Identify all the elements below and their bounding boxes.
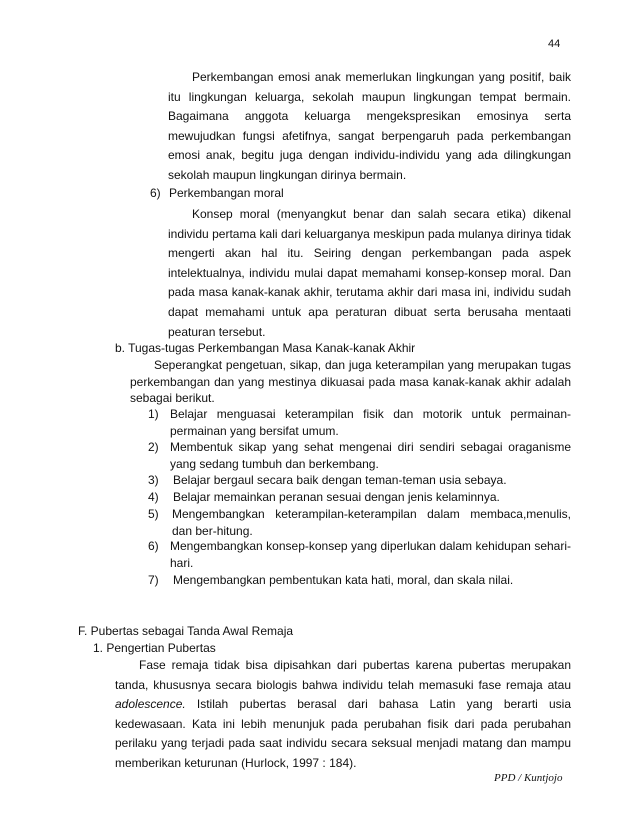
list-item: [148, 489, 571, 506]
emosi-paragraph: Perkembangan emosi anak memerlukan lingkungan yang positif, baik itu lingkungan keluarga, sekolah maupun lingkungan tempat bermain. Bagaimana anggota keluarga mengekspresikan emosinya serta mewujudkan fungsi afetifnya, sangat berpengaruh pada perkembangan emosi anak, begitu juga dengan individu-individu yang ada dilingkungan sekolah maupun lingkungan dirinya bermain.: [168, 70, 571, 182]
pubertas-paragraph: [115, 656, 571, 774]
list-item-text: Mengembangkan keterampilan-keterampilan dalam membaca,menulis, dan ber-hitung.: [172, 507, 571, 538]
section-f-heading: F. Pubertas sebagai Tanda Awal Remaja: [78, 624, 294, 638]
list-item: [148, 472, 571, 489]
moral-paragraph: Konsep moral (menyangkut benar dan salah secara etika) dikenal individu pertama kali dari keluarganya meskipun pada mulanya dirinya tidak mengerti akan hal itu. Seiring dengan perkembangan pada aspek intelektualnya, individu mulai dapat memahami konsep-konsep moral. Dan pada masa kanak-kanak akhir, terutama akhir dari masa ini, individu sudah dapat memahami untuk apa peraturan dibuat serta berusaha mentaati peaturan tersebut.: [168, 207, 571, 339]
pubertas-text-2: Istilah pubertas berasal dari bahasa Latin yang berarti usia kedewasaan. Kata ini lebih menunjuk pada perubahan fisik dari pada perubahan perilaku yang terjadi pada saat individu secara seksual menjadi matang dan mampu memberikan keturunan (Hurlock, 1997 : 184).: [115, 697, 571, 770]
moral-heading: Perkembangan moral: [169, 186, 284, 200]
section-b-intro: Seperangkat pengetuan, sikap, dan juga keterampilan yang merupakan tugas perkembangan dan yang mestinya dikuasai pada masa kanak-kanak akhir adalah sebagai berikut.: [130, 358, 571, 405]
list-item-text: Membentuk sikap yang sehat mengenai diri sendiri sebagai oraganisme yang sedang tumbuh dan berkembang.: [170, 440, 571, 471]
list-item: [148, 406, 571, 439]
list-item-number: 2): [148, 440, 159, 454]
sub-heading-pubertas: 1. Pengertian Pubertas: [93, 641, 216, 655]
list-item-number: 7): [148, 573, 159, 587]
list-item-text: Belajar memainkan peranan sesuai dengan jenis kelaminnya.: [173, 490, 500, 504]
footer: PPD / Kuntjojo: [494, 772, 563, 784]
list-item-text: Mengembangkan pembentukan kata hati, moral, dan skala nilai.: [173, 573, 514, 587]
list-item: [148, 538, 571, 571]
list-item-text: Belajar menguasai keterampilan fisik dan motorik untuk permainan-permainan yang bersifat umum.: [170, 407, 571, 438]
adolescence-term: adolescence.: [115, 697, 186, 712]
list-item-number: 5): [148, 507, 159, 521]
list-item-text: Mengembangkan konsep-konsep yang diperlukan dalam kehidupan sehari-hari.: [170, 539, 571, 570]
list-item: [148, 506, 571, 539]
list-item-number: 4): [148, 490, 159, 504]
moral-number: 6): [150, 186, 161, 200]
list-item-number: 1): [148, 407, 159, 421]
page-number: 44: [548, 38, 561, 50]
list-item: [148, 572, 571, 589]
pubertas-text-1: Fase remaja tidak bisa dipisahkan dari pubertas karena pubertas merupakan tanda, khususnya secara biologis bahwa individu telah memasuki fase remaja atau: [115, 658, 571, 692]
list-item-text: Belajar bergaul secara baik dengan teman-teman usia sebaya.: [173, 473, 507, 487]
list-item-number: 3): [148, 473, 159, 487]
list-item: [148, 439, 571, 472]
list-item-number: 6): [148, 539, 159, 553]
section-b-heading: b. Tugas-tugas Perkembangan Masa Kanak-kanak Akhir: [115, 341, 416, 355]
